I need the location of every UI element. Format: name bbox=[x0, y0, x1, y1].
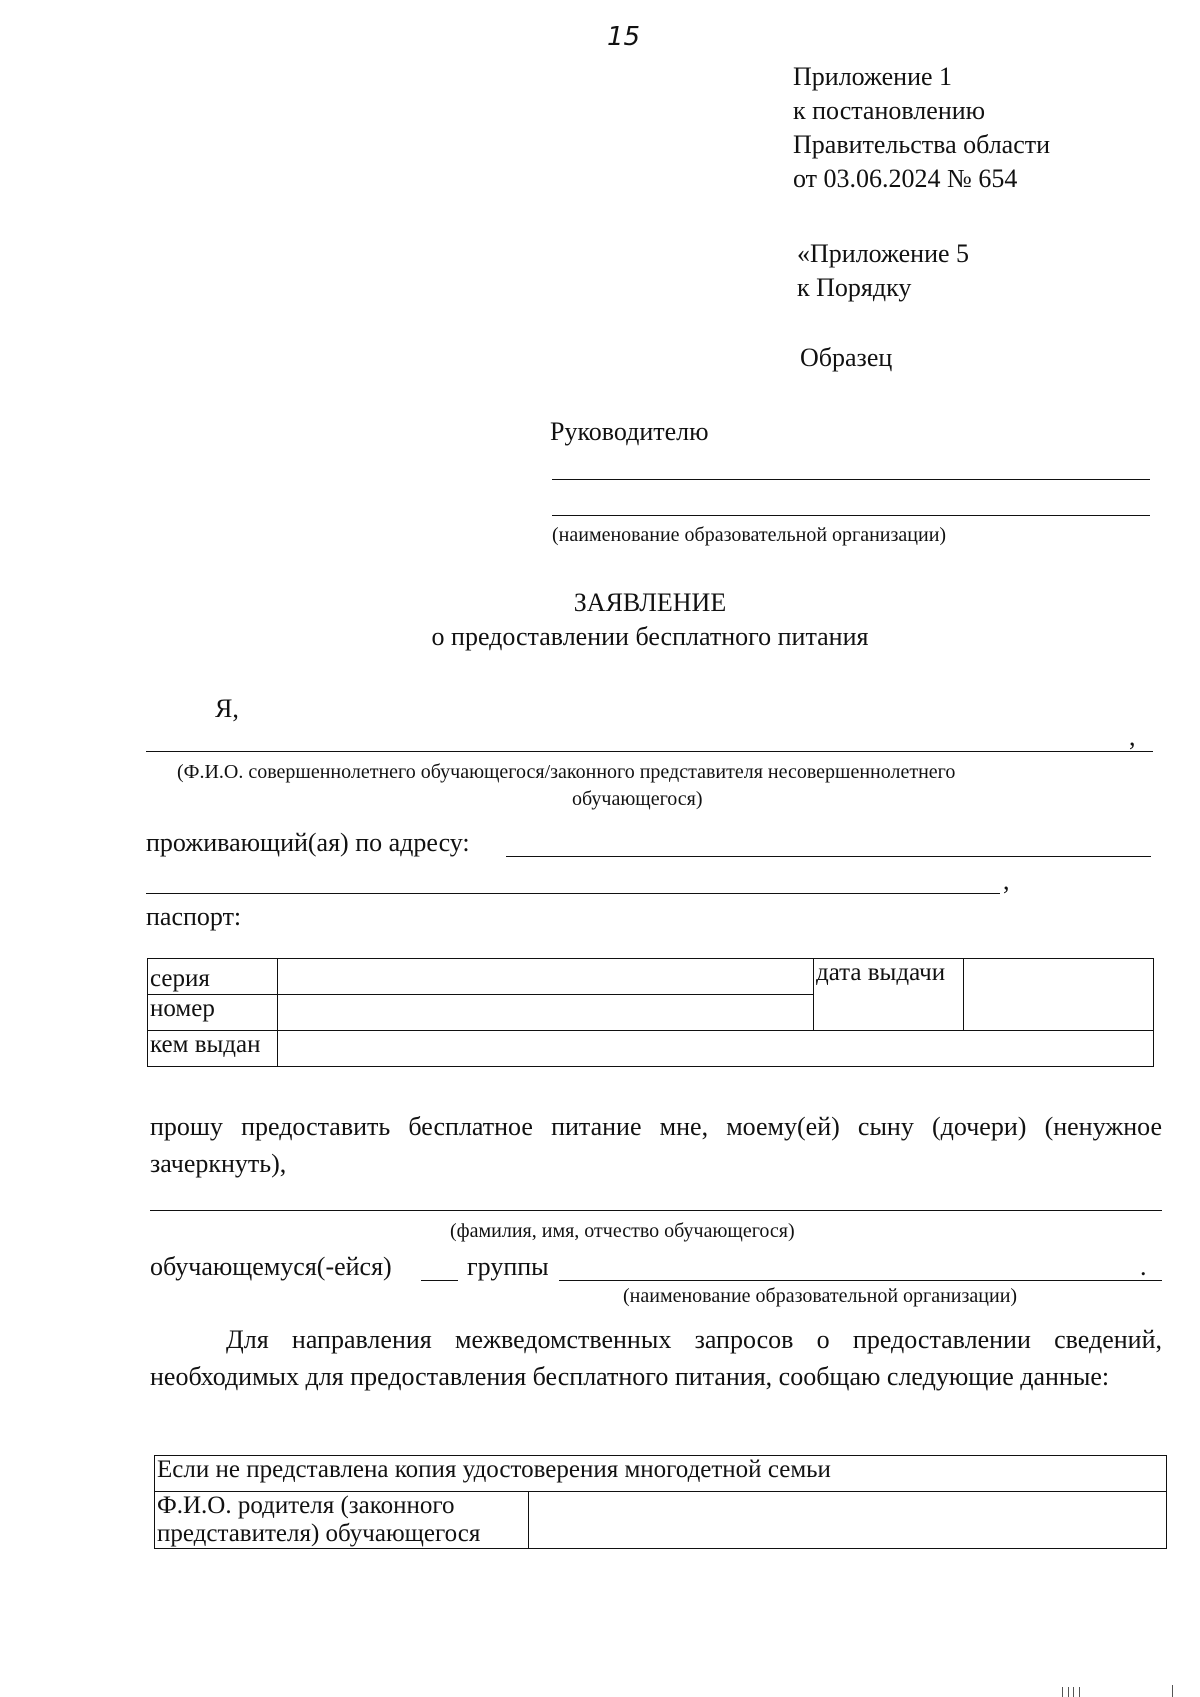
applicant-caption-line2: обучающегося) bbox=[572, 788, 703, 810]
student-org-caption: (наименование образовательной организации) bbox=[623, 1285, 1018, 1307]
student-org-period: . bbox=[1140, 1252, 1147, 1281]
applicant-caption-line1: (Ф.И.О. совершеннолетнего обучающегося/законного представителя несовершеннолетнего bbox=[177, 761, 956, 783]
scan-mark bbox=[1079, 1687, 1080, 1697]
addressee-label: Руководителю bbox=[550, 417, 709, 446]
parent-name-label-line2: представителя) обучающегося bbox=[157, 1520, 481, 1547]
interagency-paragraph: Для направления межведомственных запросов о предоставлении сведений, необходимых для предоставления бесплатного питания, сообщаю следующие данные: bbox=[150, 1325, 1162, 1391]
parent-name-label bbox=[155, 1492, 529, 1549]
appendix-line: к постановлению bbox=[793, 96, 986, 125]
group-number-line[interactable] bbox=[421, 1280, 458, 1281]
passport-table bbox=[147, 958, 1154, 1067]
passport-issued-by-field[interactable] bbox=[278, 1031, 1154, 1067]
passport-issued-by-label: кем выдан bbox=[148, 1031, 278, 1067]
passport-label: паспорт: bbox=[146, 902, 242, 931]
scan-mark bbox=[1172, 1685, 1173, 1697]
group-label: группы bbox=[467, 1252, 549, 1281]
address-line-2[interactable] bbox=[146, 893, 1000, 894]
passport-number-field[interactable] bbox=[278, 995, 814, 1031]
address-label: проживающий(ая) по адресу: bbox=[146, 828, 470, 857]
student-org-line[interactable] bbox=[559, 1280, 1162, 1281]
document-title: ЗАЯВЛЕНИЕ bbox=[573, 588, 727, 617]
appendix-line: Приложение 1 bbox=[793, 62, 953, 91]
appendix-line: от 03.06.2024 № 654 bbox=[793, 164, 1018, 193]
applicant-name-line[interactable] bbox=[146, 751, 1153, 752]
appendix-block bbox=[793, 60, 1050, 196]
scan-mark bbox=[1073, 1687, 1074, 1697]
student-name-line[interactable] bbox=[150, 1210, 1162, 1211]
request-text: прошу предоставить бесплатное питание мне, моему(ей) сыну (дочери) (ненужное зачеркнуть), bbox=[150, 1112, 1162, 1178]
family-table bbox=[154, 1455, 1167, 1549]
student-of-label: обучающемуся(-ейся) bbox=[150, 1252, 392, 1281]
passport-issue-date-label: дата выдачи bbox=[814, 959, 964, 1031]
passport-series-field[interactable] bbox=[278, 959, 814, 995]
appendix-line: Правительства области bbox=[793, 130, 1051, 159]
address-line-1[interactable] bbox=[506, 856, 1151, 857]
addressee-caption: (наименование образовательной организации) bbox=[552, 524, 947, 546]
scan-mark bbox=[1068, 1687, 1069, 1697]
passport-number-label: номер bbox=[148, 995, 278, 1031]
parent-name-field[interactable] bbox=[529, 1492, 1167, 1549]
passport-series-label: серия bbox=[148, 959, 278, 995]
scan-mark bbox=[1062, 1687, 1063, 1697]
parent-name-label-line1: Ф.И.О. родителя (законного bbox=[157, 1492, 455, 1519]
address-comma: , bbox=[1003, 866, 1010, 895]
appendix-order-block bbox=[797, 237, 969, 305]
appendix-order-line: «Приложение 5 bbox=[797, 239, 970, 268]
applicant-i-label: Я, bbox=[215, 694, 239, 723]
addressee-line-2[interactable] bbox=[552, 515, 1150, 516]
sample-label: Образец bbox=[800, 343, 893, 372]
document-subtitle: о предоставлении бесплатного питания bbox=[431, 622, 869, 651]
appendix-order-line: к Порядку bbox=[797, 273, 912, 302]
family-table-header: Если не представлена копия удостоверения многодетной семьи bbox=[155, 1456, 1167, 1492]
addressee-line-1[interactable] bbox=[552, 479, 1150, 480]
page-number: 15 bbox=[607, 22, 641, 52]
student-caption: (фамилия, имя, отчество обучающегося) bbox=[450, 1220, 795, 1242]
applicant-name-comma: , bbox=[1129, 722, 1136, 751]
passport-issue-date-field[interactable] bbox=[964, 959, 1154, 1031]
